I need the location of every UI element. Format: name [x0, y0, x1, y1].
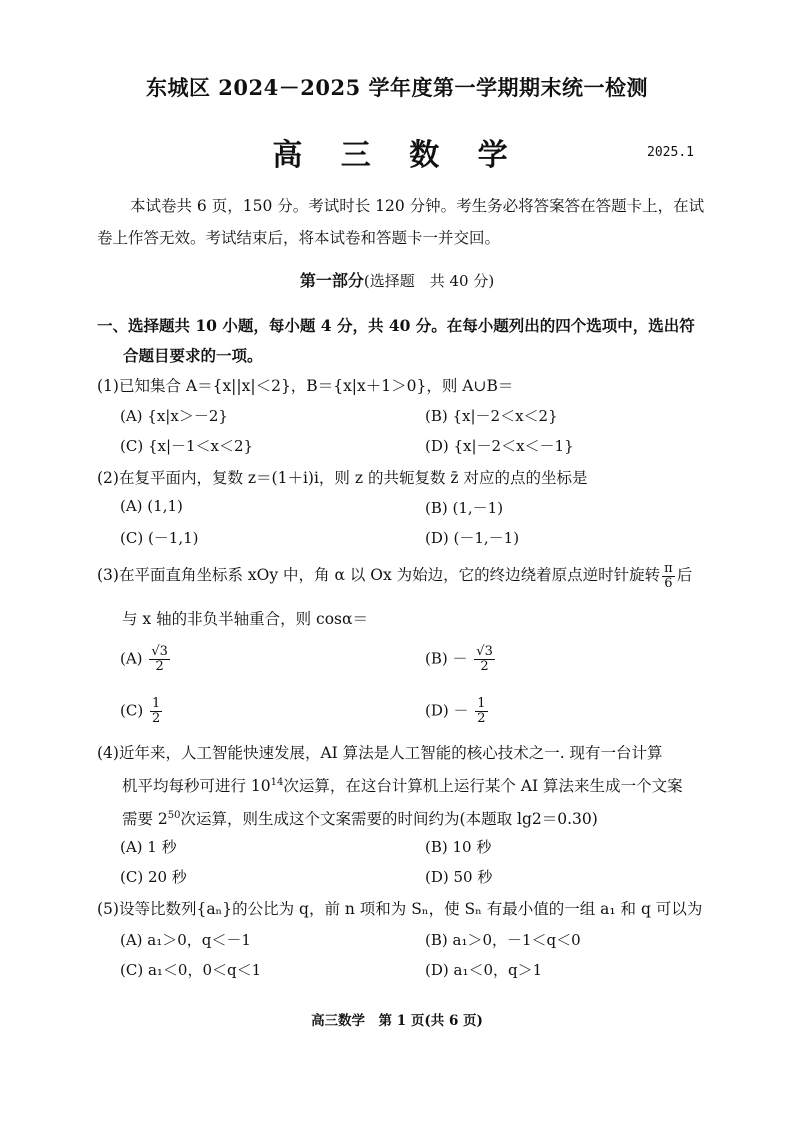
q4-line2-exponent: 14: [270, 777, 284, 788]
part-heading: [0, 268, 794, 291]
q3-option-c-label: (C): [120, 701, 144, 720]
q3-rotation-fraction: [662, 562, 675, 591]
q3-option-d-label: (D) －: [425, 701, 469, 720]
q3-a-numerator: √3: [151, 644, 168, 659]
question-2: [97, 463, 707, 493]
q3-b-denominator: 2: [480, 659, 489, 674]
question-3-line2: [97, 604, 707, 634]
q5-option-a: (A) a₁＞0，q＜－1: [120, 931, 251, 949]
q3-option-a-fraction: [149, 645, 170, 674]
q4-option-c: (C) 20 秒: [120, 868, 187, 886]
question-4-line2: [97, 768, 707, 801]
question-2-stem: (2)在复平面内，复数 z＝(1＋i)i，则 z 的共轭复数 z̄ 对应的点的坐标是: [97, 469, 588, 487]
q3-option-c: [120, 697, 164, 726]
instructions: 本试卷共 6 页，150 分。考试时长 120 分钟。考生务必将答案答在答题卡上，在试卷上作答无效。考试结束后，将本试卷和答题卡一并交回。: [97, 197, 705, 247]
q4-line3-b: 次运算，则生成这个文案需要的时间约为(本题取 lg2＝0.30): [180, 810, 598, 829]
part-note: (选择题 共 40 分): [363, 272, 495, 290]
q3-d-denominator: 2: [477, 711, 486, 726]
q3-option-b-fraction: [474, 645, 495, 674]
question-5-stem: (5)设等比数列{aₙ}的公比为 q，前 n 项和为 Sₙ，使 Sₙ 有最小值的一组 a₁ 和 q 可以为: [97, 900, 703, 918]
q4-line2-a: 机平均每秒可进行 10: [122, 777, 271, 796]
q3-option-b-label: (B) －: [425, 649, 468, 668]
exam-date: 2025.1: [647, 145, 694, 160]
q3-d-numerator: 1: [477, 696, 486, 711]
q3-b-numerator: √3: [476, 644, 493, 659]
q4-option-b: (B) 10 秒: [425, 838, 492, 856]
part-title: 第一部分: [299, 271, 364, 290]
q3-c-numerator: 1: [151, 696, 161, 711]
q3-option-a-label: (A): [120, 649, 143, 668]
question-5: [97, 894, 707, 924]
question-4: [97, 738, 707, 834]
q4-line3-a: 需要 2: [122, 810, 168, 829]
q3-option-d: [425, 697, 490, 726]
q5-option-c: (C) a₁＜0，0＜q＜1: [120, 961, 262, 979]
subject-title: 高 三 数 学: [272, 138, 522, 173]
question-1: [97, 371, 707, 401]
q5-option-d: (D) a₁＜0，q＞1: [425, 961, 543, 979]
q1-option-b: (B) {x|－2＜x＜2}: [425, 407, 558, 425]
q2-option-d: (D) (－1,－1): [425, 529, 520, 547]
q1-option-c: (C) {x|－1＜x＜2}: [120, 437, 254, 455]
question-3: [97, 560, 707, 591]
q3-option-b: [425, 645, 497, 674]
q3-option-a: [120, 645, 172, 674]
q4-option-a: (A) 1 秒: [120, 838, 177, 856]
q3-rot-denominator: 6: [664, 575, 673, 591]
q2-option-c: (C) (－1,1): [120, 529, 199, 547]
q3-a-denominator: 2: [155, 659, 164, 674]
question-1-stem: (1)已知集合 A＝{x||x|＜2}，B＝{x|x＋1＞0}，则 A∪B＝: [97, 377, 514, 395]
question-4-line1: (4)近年来，人工智能快速发展，AI 算法是人工智能的核心技术之一. 现有一台计算: [97, 744, 663, 762]
q4-option-d: (D) 50 秒: [425, 868, 493, 886]
q2-option-a: (A) (1,1): [120, 497, 183, 515]
q3-option-c-fraction: [150, 697, 162, 726]
page-footer: 高三数学 第 1 页(共 6 页): [311, 1013, 483, 1029]
q3-c-denominator: 2: [151, 711, 161, 726]
q3-stem-part-b: 后: [676, 566, 693, 584]
exam-title: 东城区 2024－2025 学年度第一学期期末统一检测: [145, 75, 648, 100]
question-3-stem-line2: 与 x 轴的非负半轴重合，则 cosα＝: [122, 610, 368, 628]
q2-option-b: (B) (1,－1): [425, 499, 504, 517]
q1-option-a: (A) {x|x＞－2}: [120, 407, 228, 425]
q3-rot-numerator: π: [664, 560, 673, 576]
q3-stem-part-a: (3)在平面直角坐标系 xOy 中，角 α 以 Ox 为始边，它的终边绕着原点逆时针旋转: [97, 566, 661, 584]
q3-option-d-fraction: [475, 697, 487, 726]
section-instructions: 一、选择题共 10 小题，每小题 4 分，共 40 分。在每小题列出的四个选项中，选出符合题目要求的一项。: [97, 316, 695, 365]
question-4-line3: [97, 801, 707, 834]
q5-option-b: (B) a₁＞0，－1＜q＜0: [425, 931, 581, 949]
q1-option-d: (D) {x|－2＜x＜－1}: [425, 437, 574, 455]
q4-line2-b: 次运算，在这台计算机上运行某个 AI 算法来生成一个文案: [283, 777, 683, 796]
question-3-stem-line1: [97, 560, 707, 591]
q4-line3-exponent: 50: [167, 810, 181, 822]
